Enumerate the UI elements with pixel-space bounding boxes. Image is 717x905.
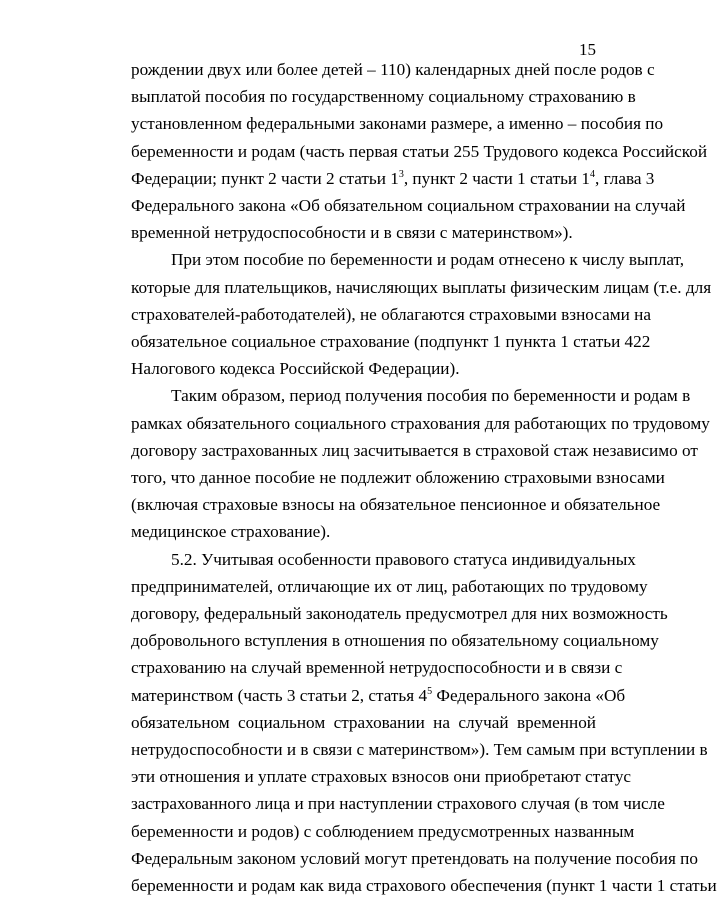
text-line: рождении двух или более детей – 110) календарных дней после родов с [131, 60, 655, 79]
text-line: того, что данное пособие не подлежит обложению страховыми взносами [131, 468, 665, 488]
document-body [91, 56, 717, 899]
paragraph-p1 [91, 56, 708, 246]
text-line: беременности и родов) с соблюдением предусмотренных названным [131, 821, 635, 841]
text-line: которые для плательщиков, начисляющих выплаты физическим лицам (т.е. для [131, 277, 712, 297]
paragraph-p2 [91, 246, 712, 382]
text-line: нетрудоспособности и в связи с материнством»). Тем самым при вступлении в [131, 740, 708, 760]
paragraph-p4 [91, 546, 717, 900]
text-line: беременности и родам как вида страхового обеспечения (пункт 1 части 1 статьи [131, 876, 717, 896]
page-number: 15 [579, 40, 596, 59]
text-line: договору, федеральный законодатель предусмотрел для них возможность [131, 604, 668, 624]
text-line: обязательное социальное страхование (подпункт 1 пункта 1 статьи 422 [131, 332, 651, 352]
text-line: материнством (часть 3 статьи 2, статья $4^5$ Федерального закона «Об [131, 685, 626, 705]
text-line: (включая страховые взносы на обязательное пенсионное и обязательное [131, 495, 661, 515]
text-line: медицинское страхование). [131, 522, 331, 542]
paragraph-p3 [91, 382, 710, 545]
text-line: временной нетрудоспособности и в связи с материнством»). [131, 223, 573, 243]
text-line: выплатой пособия по государственному социальному страхованию в [131, 87, 636, 107]
text-line: страхователей-работодателей), не облагаются страховыми взносами на [131, 304, 651, 324]
text-line: Федерации; пункт 2 части 2 статьи $1^3$, пункт 2 части 1 статьи $1^4$, глава 3 [131, 168, 655, 188]
text-line: страхованию на случай временной нетрудоспособности и в связи с [131, 658, 623, 678]
text-line: эти отношения и уплате страховых взносов они приобретают статус [131, 767, 632, 787]
text-line: добровольного вступления в отношения по обязательному социальному [131, 631, 659, 651]
text-line: установленном федеральными законами размере, а именно – пособия по [131, 114, 664, 134]
text-line: договору застрахованных лиц засчитывается в страховой стаж независимо от [131, 440, 698, 460]
text-line: застрахованного лица и при наступлении страхового случая (в том числе [131, 794, 665, 814]
text-line: Федеральным законом условий могут претендовать на получение пособия по [131, 848, 698, 868]
text-line: предпринимателей, отличающие их от лиц, работающих по трудовому [131, 576, 648, 596]
text-line: рамках обязательного социального страхования для работающих по трудовому [131, 413, 710, 433]
text-line: Налогового кодекса Российской Федерации). [131, 359, 460, 379]
text-line: 5.2. Учитывая особенности правового статуса индивидуальных [171, 549, 636, 569]
text-line: беременности и родам (часть первая статьи 255 Трудового кодекса Российской [131, 141, 708, 161]
text-line: обязательном социальном страховании на случай временной [131, 712, 596, 732]
text-line: При этом пособие по беременности и родам отнесено к числу выплат, [171, 250, 685, 270]
text-line: Таким образом, период получения пособия по беременности и родам в [171, 386, 691, 406]
text-line: Федерального закона «Об обязательном социальном страховании на случай [131, 196, 686, 216]
